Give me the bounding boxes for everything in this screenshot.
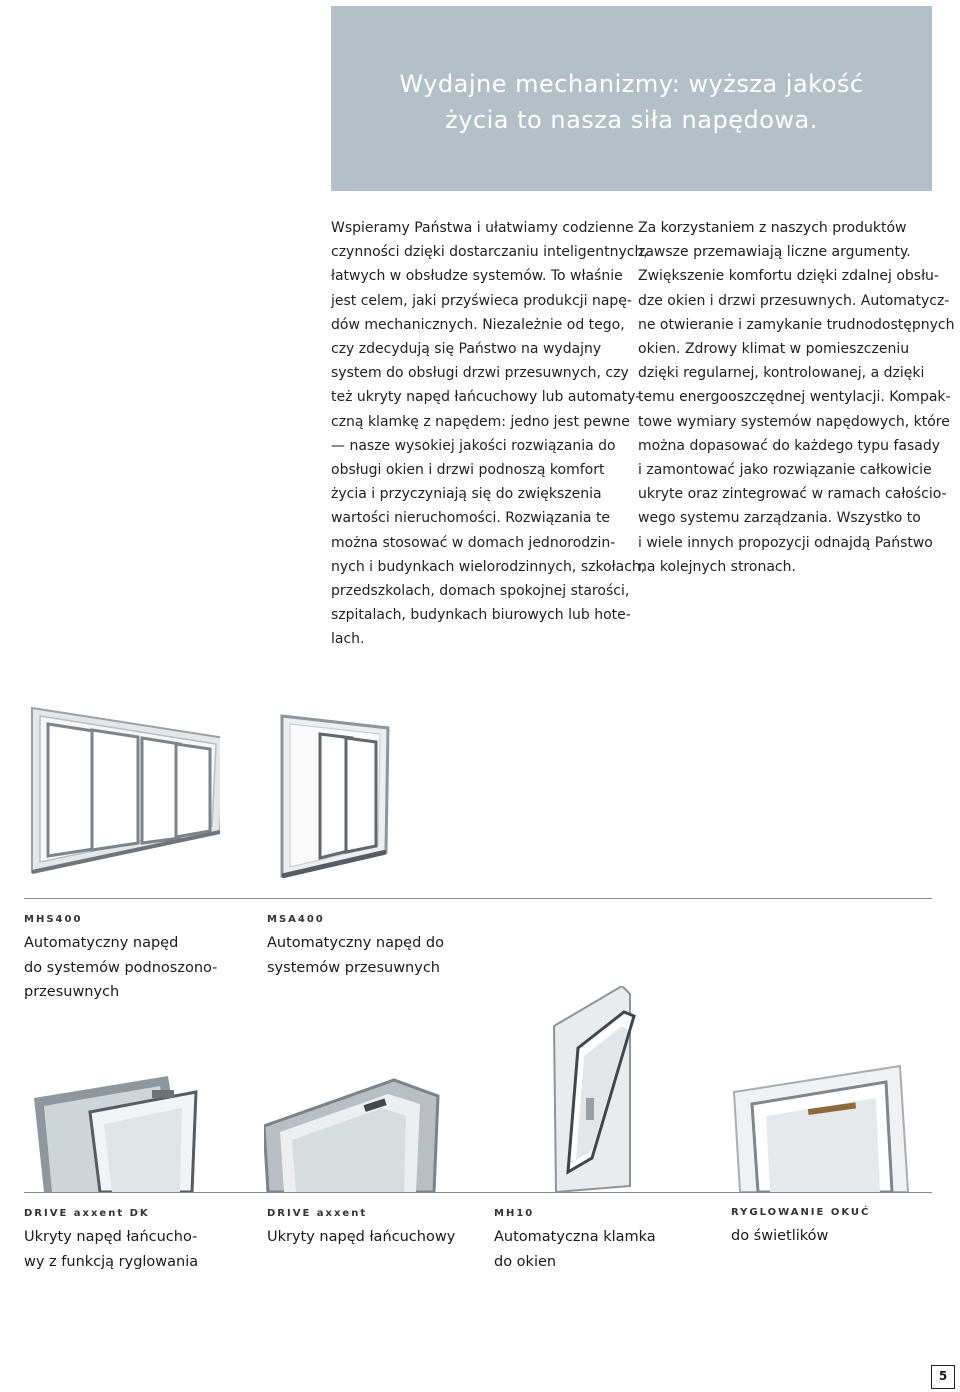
text-line: Automatyczny napęd do bbox=[267, 935, 444, 951]
text-line: czynności dzięki dostarczaniu inteligentnych, bbox=[331, 244, 648, 261]
product-description bbox=[24, 931, 217, 1005]
product-description bbox=[494, 1225, 656, 1274]
text-line: ukryte oraz zintegrować w ramach całościo- bbox=[638, 486, 947, 503]
page-title bbox=[331, 66, 932, 138]
text-line: przesuwnych bbox=[24, 984, 120, 1000]
text-line: przedszkolach, domach spokojnej starości, bbox=[331, 583, 630, 600]
title-line: Wydajne mechanizmy: wyższa jakość bbox=[399, 70, 864, 98]
text-line: dzięki regularnej, kontrolowanej, a dzięki bbox=[638, 365, 925, 382]
text-line: systemów przesuwnych bbox=[267, 959, 440, 976]
product-code: DRIVE axxent bbox=[267, 1208, 368, 1219]
text-line: — nasze wysokiej jakości rozwiązania do bbox=[331, 437, 616, 454]
text-line: wego systemu zarządzania. Wszystko to bbox=[638, 510, 921, 527]
text-line: Ukryty napęd łańcucho- bbox=[24, 1229, 198, 1245]
drive-axxent-dk-window-image bbox=[30, 1068, 200, 1192]
product-code: MSA400 bbox=[267, 914, 325, 925]
text-line: do systemów podnoszono- bbox=[24, 959, 218, 976]
drive-axxent-window-image bbox=[264, 1070, 444, 1192]
text-line: szpitalach, budynkach biurowych lub hote- bbox=[331, 607, 631, 624]
intro-right-column bbox=[638, 216, 955, 579]
text-line: nych i budynkach wielorodzinnych, szkołach, bbox=[331, 558, 646, 575]
text-line: Automatyczny napęd bbox=[24, 935, 179, 951]
mh10-window-handle-image bbox=[548, 986, 638, 1192]
ryglowanie-okuc-window-image bbox=[730, 1062, 912, 1192]
text-line: Ukryty napęd łańcuchowy bbox=[267, 1229, 456, 1245]
text-line: dze okien i drzwi przesuwnych. Automatycz- bbox=[638, 292, 950, 309]
text-line: Zwiększenie komfortu dzięki zdalnej obsłu- bbox=[638, 268, 939, 285]
text-line: można stosować w domach jednorodzin- bbox=[331, 534, 616, 551]
product-code: RYGLOWANIE OKUĆ bbox=[731, 1207, 871, 1218]
text-line: jest celem, jaki przyświeca produkcji napę- bbox=[331, 292, 632, 309]
text-line: wartości nieruchomości. Rozwiązania te bbox=[331, 510, 611, 527]
hero-banner bbox=[331, 6, 932, 191]
text-line: też ukryty napęd łańcuchowy lub automaty- bbox=[331, 389, 641, 406]
section-divider bbox=[24, 1192, 932, 1193]
text-line: czną klamkę z napędem: jedno jest pewne bbox=[331, 413, 630, 430]
page-number: 5 bbox=[931, 1365, 955, 1389]
text-line: obsługi okien i drzwi podnoszą komfort bbox=[331, 462, 605, 479]
text-line: na kolejnych stronach. bbox=[638, 558, 796, 575]
section-divider bbox=[24, 898, 932, 899]
product-code: MHS400 bbox=[24, 914, 83, 925]
text-line: Wspieramy Państwa i ułatwiamy codzienne bbox=[331, 220, 634, 236]
product-description bbox=[24, 1225, 198, 1274]
title-line: życia to nasza siła napędowa. bbox=[445, 106, 818, 134]
mhs400-sliding-door-image bbox=[20, 700, 220, 880]
text-line: temu energooszczędnej wentylacji. Kompak- bbox=[638, 389, 951, 406]
product-code: DRIVE axxent DK bbox=[24, 1208, 150, 1219]
product-description bbox=[267, 1225, 455, 1250]
text-line: czy zdecydują się Państwo na wydajny bbox=[331, 341, 602, 358]
text-line: Automatyczna klamka bbox=[494, 1229, 656, 1245]
product-description bbox=[731, 1224, 828, 1249]
text-line: i wiele innych propozycji odnajdą Państwo bbox=[638, 534, 933, 551]
text-line: towe wymiary systemów napędowych, które bbox=[638, 413, 950, 430]
text-line: i zamontować jako rozwiązanie całkowicie bbox=[638, 462, 932, 479]
text-line: do świetlików bbox=[731, 1228, 829, 1244]
text-line: łatwych w obsłudze systemów. To właśnie bbox=[331, 268, 623, 285]
text-line: lach. bbox=[331, 631, 365, 648]
intro-left-column bbox=[331, 216, 648, 652]
text-line: okien. Zdrowy klimat w pomieszczeniu bbox=[638, 341, 910, 358]
msa400-sliding-door-image bbox=[276, 712, 396, 880]
text-line: do okien bbox=[494, 1253, 557, 1270]
product-code: MH10 bbox=[494, 1208, 535, 1219]
text-line: życia i przyczyniają się do zwiększenia bbox=[331, 486, 602, 503]
text-line: ne otwieranie i zamykanie trudnodostępnych bbox=[638, 316, 955, 333]
text-line: można dopasować do każdego typu fasady bbox=[638, 437, 941, 454]
text-line: zawsze przemawiają liczne argumenty. bbox=[638, 244, 911, 261]
product-description bbox=[267, 931, 444, 980]
text-line: wy z funkcją ryglowania bbox=[24, 1253, 199, 1270]
text-line: system do obsługi drzwi przesuwnych, czy bbox=[331, 365, 629, 382]
text-line: Za korzystaniem z naszych produktów bbox=[638, 220, 907, 236]
text-line: dów mechanicznych. Niezależnie od tego, bbox=[331, 316, 625, 333]
